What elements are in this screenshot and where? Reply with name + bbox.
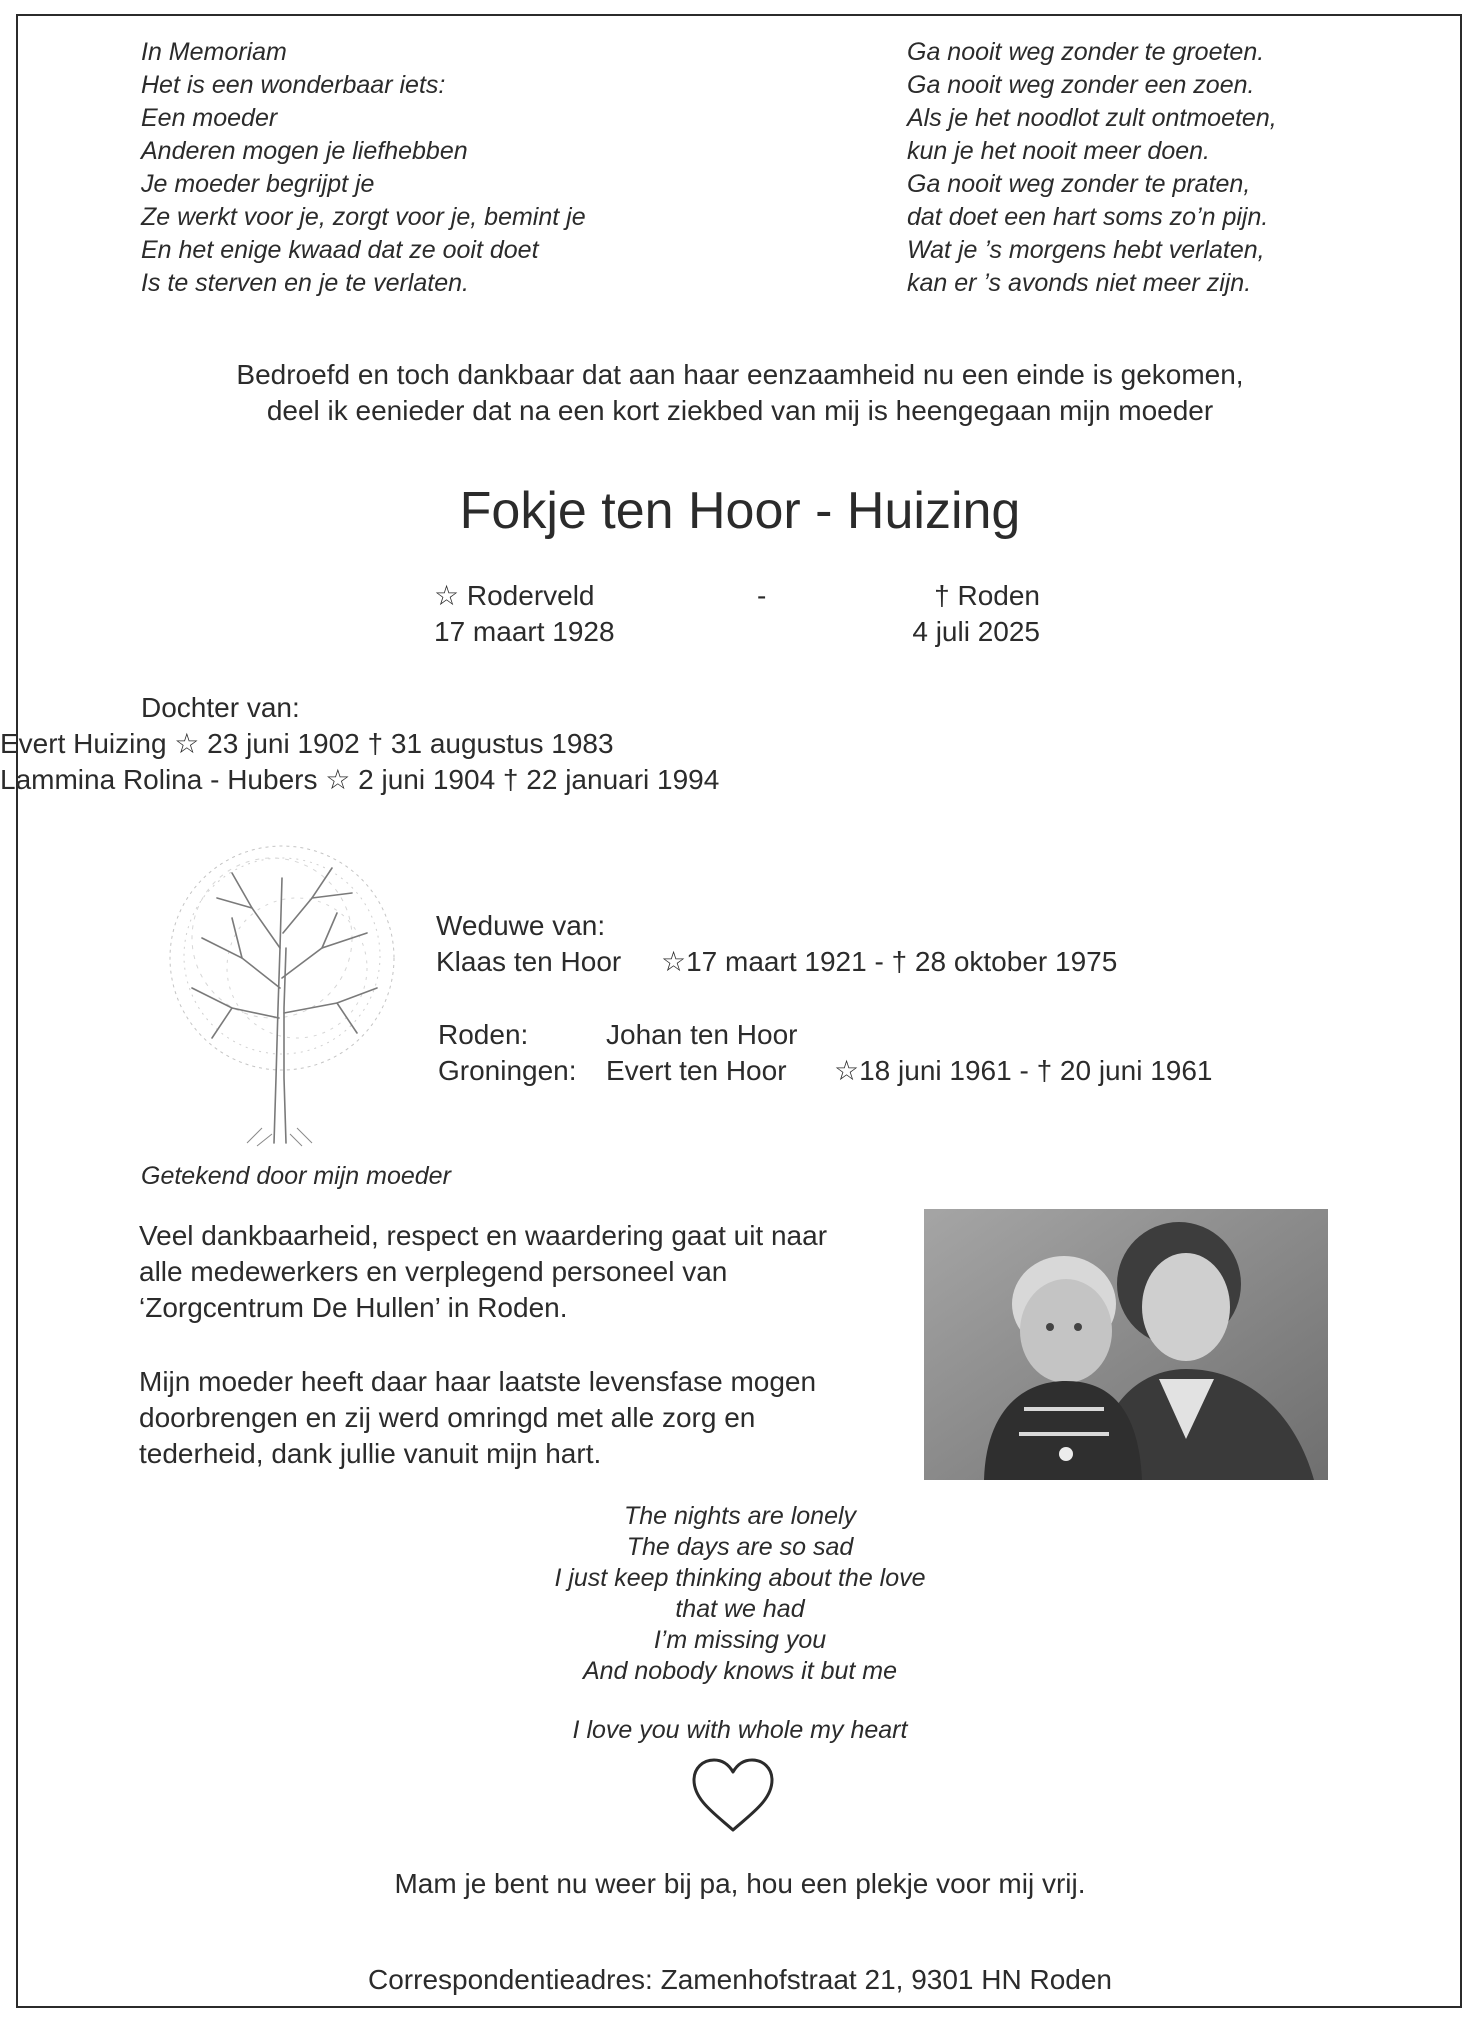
widow-dates: ☆17 maart 1921 - † 28 oktober 1975 (661, 946, 1118, 977)
english-poem-line: that we had (675, 1595, 805, 1623)
date-separator: - (757, 580, 767, 611)
child-row (0, 1053, 1480, 1089)
parent-name: Lammina Rolina - Hubers (0, 764, 318, 795)
poem-right-line: dat doet een hart soms zo’n pijn. (907, 203, 1269, 231)
widow-name: Klaas ten Hoor (436, 946, 622, 977)
death-info (912, 578, 1040, 650)
death-place: † Roden (934, 580, 1040, 611)
poem-right-line: Ga nooit weg zonder een zoen. (907, 71, 1255, 99)
widow-heading: Weduwe van: (436, 910, 606, 941)
parent-name: Evert Huizing (0, 728, 167, 759)
parent-row (0, 762, 1480, 798)
death-date: 4 juli 2025 (912, 616, 1040, 647)
poem-right-line: kun je het nooit meer doen. (907, 137, 1210, 165)
thanks-paragraph (139, 1218, 827, 1326)
birth-info (434, 578, 615, 650)
thanks-line: tederheid, dank jullie vanuit mijn hart. (139, 1438, 602, 1469)
english-poem-line: And nobody knows it but me (582, 1657, 898, 1685)
parent-born: ☆ 2 juni 1904 (325, 764, 496, 795)
closing-line: Mam je bent nu weer bij pa, hou een plekje voor mij vrij. (394, 1868, 1086, 1899)
poem-left (141, 36, 586, 300)
intro-text (0, 357, 1480, 429)
heart-outline-icon (690, 1756, 776, 1834)
english-poem-line: I just keep thinking about the love (554, 1564, 926, 1592)
thanks-line: doorbrengen en zij werd omringd met alle zorg en (139, 1402, 756, 1433)
tree-drawing (162, 838, 402, 1150)
poem-left-line: Is te sterven en je te verlaten. (141, 269, 469, 297)
thanks-paragraph-2 (139, 1364, 816, 1472)
child-name: Johan ten Hoor (606, 1019, 798, 1050)
child-dates: ☆18 juni 1961 - † 20 juni 1961 (834, 1055, 1213, 1086)
parent-row (0, 726, 1480, 762)
birth-place: ☆ Roderveld (434, 580, 595, 611)
english-poem-line: The days are so sad (626, 1533, 854, 1561)
parent-born: ☆ 23 juni 1902 (174, 728, 360, 759)
parents-heading: Dochter van: (141, 692, 300, 723)
poem-right (907, 36, 1277, 300)
child-name: Evert ten Hoor (606, 1055, 787, 1086)
thanks-line: alle medewerkers en verplegend personeel van (139, 1256, 728, 1287)
poem-right-line: Ga nooit weg zonder te groeten. (907, 38, 1265, 66)
poem-right-line: Ga nooit weg zonder te praten, (907, 170, 1251, 198)
birth-date: 17 maart 1928 (434, 616, 615, 647)
poem-right-line: Wat je ’s morgens hebt verlaten, (907, 236, 1265, 264)
english-poem-line: The nights are lonely (623, 1502, 857, 1530)
thanks-line: ‘Zorgcentrum De Hullen’ in Roden. (139, 1292, 568, 1323)
poem-right-line: kan er ’s avonds niet meer zijn. (907, 269, 1252, 297)
tree-caption: Getekend door mijn moeder (141, 1162, 451, 1190)
poem-left-line: Een moeder (141, 104, 278, 132)
poem-left-line: Anderen mogen je liefhebben (141, 137, 468, 165)
child-row (0, 1017, 1480, 1053)
correspondence-address: Correspondentieadres: Zamenhofstraat 21, 9301 HN Roden (368, 1964, 1112, 1995)
parent-died: † 22 januari 1994 (502, 764, 720, 795)
poem-left-line: Je moeder begrijpt je (141, 170, 375, 198)
poem-left-line: Ze werkt voor je, zorgt voor je, bemint je (141, 203, 586, 231)
poem-left-line: Het is een wonderbaar iets: (141, 71, 446, 99)
parent-died: † 31 augustus 1983 (367, 728, 614, 759)
child-place: Groningen: (438, 1055, 577, 1086)
thanks-line: Veel dankbaarheid, respect en waardering gaat uit naar (139, 1220, 828, 1251)
deceased-name: Fokje ten Hoor - Huizing (459, 482, 1021, 540)
english-poem-line: I’m missing you (653, 1626, 827, 1654)
intro-line: Bedroefd en toch dankbaar dat aan haar eenzaamheid nu een einde is gekomen, (236, 359, 1244, 390)
widow-row (0, 944, 1480, 980)
intro-line: deel ik eenieder dat na een kort ziekbed van mij is heengegaan mijn moeder (266, 395, 1214, 426)
child-place: Roden: (438, 1019, 529, 1050)
poem-left-line: En het enige kwaad dat ze ooit doet (141, 236, 539, 264)
mother-and-child-photo (924, 1209, 1328, 1480)
poem-left-line: In Memoriam (141, 38, 287, 66)
poem-right-line: Als je het noodlot zult ontmoeten, (907, 104, 1277, 132)
love-line: I love you with whole my heart (572, 1716, 908, 1744)
thanks-line: Mijn moeder heeft daar haar laatste levensfase mogen (139, 1366, 817, 1397)
english-poem (0, 1501, 1480, 1687)
